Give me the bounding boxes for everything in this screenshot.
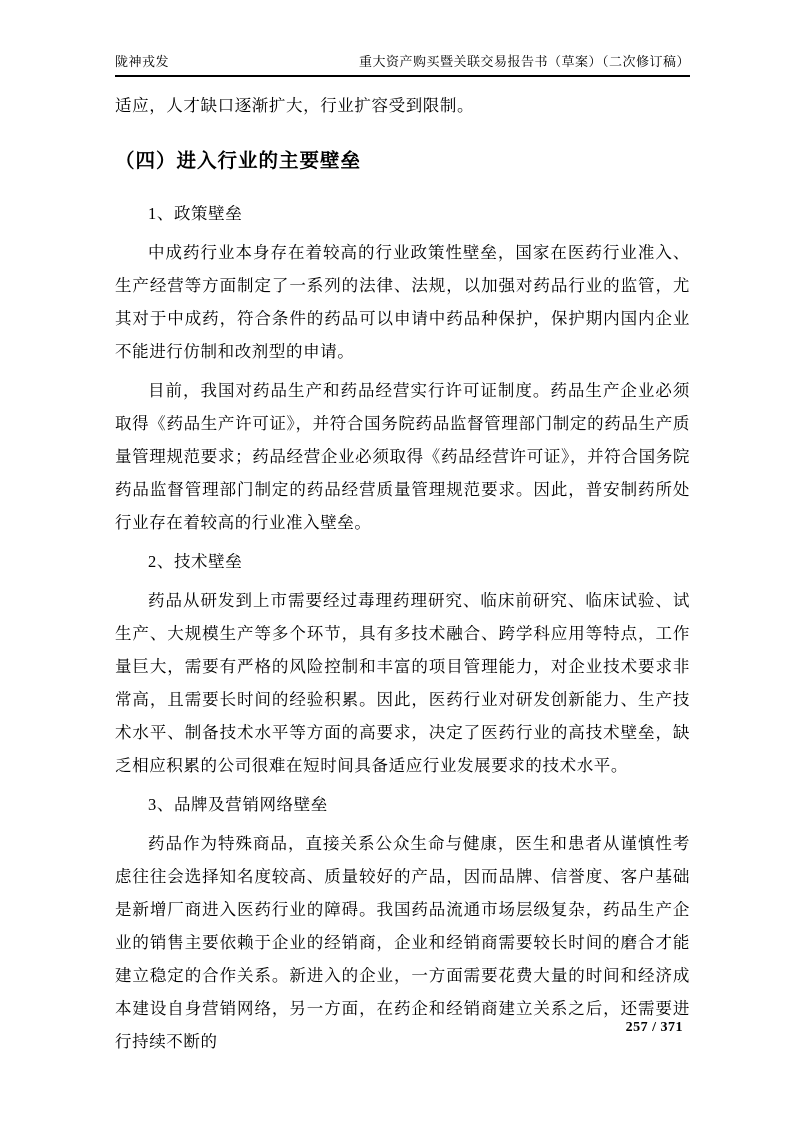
document-body: [115, 89, 690, 1058]
paragraph-policy-1: 中成药行业本身存在着较高的行业政策性壁垒，国家在医药行业准入、生产经营等方面制定了一系列的法律、法规，以加强对药品行业的监管，尤其对于中成药，符合条件的药品可以申请中药品种保护，保护期内国内企业不能进行仿制和改剂型的申请。: [115, 243, 690, 361]
header-right-text: 重大资产购买暨关联交易报告书（草案）（二次修订稿）: [358, 54, 690, 69]
paragraph-policy-2: 目前，我国对药品生产和药品经营实行许可证制度。药品生产企业必须取得《药品生产许可证》，并符合国务院药品监督管理部门制定的药品生产质量管理规范要求；药品经营企业必须取得《药品经营许可证》，并符合国务院药品监督管理部门制定的药品经营质量管理规范要求。因此，普安制药所处行业存在着较高的行业准入壁垒。: [115, 381, 690, 532]
header-left-text: 陇神戎发: [115, 54, 170, 69]
subsection-title-technology: 2、技术壁垒: [148, 552, 243, 571]
paragraph-continuation: 适应，人才缺口逐渐扩大，行业扩容受到限制。: [115, 96, 475, 115]
section-heading: （四）进入行业的主要壁垒: [115, 150, 362, 172]
subsection-title-policy: 1、政策壁垒: [148, 204, 243, 223]
paragraph-brand-network-1: 药品作为特殊商品，直接关系公众生命与健康，医生和患者从谨慎性考虑往往会选择知名度较高、质量较好的产品，因而品牌、信誉度、客户基础是新增厂商进入医药行业的障碍。我国药品流通市场层级复杂，药品生产企业的销售主要依赖于企业的经销商，企业和经销商需要较长时间的磨合才能建立稳定的合作关系。新进入的企业，一方面需要花费大量的时间和经济成本建设自身营销网络，另一方面，在药企和经销商建立关系之后，还需要进行持续不断的: [115, 834, 690, 1051]
page-header: [115, 53, 690, 77]
paragraph-technology-1: 药品从研发到上市需要经过毒理药理研究、临床前研究、临床试验、试生产、大规模生产等多个环节，具有多技术融合、跨学科应用等特点，工作量巨大，需要有严格的风险控制和丰富的项目管理能力，对企业技术要求非常高，且需要长时间的经验积累。因此，医药行业对研发创新能力、生产技术水平、制备技术水平等方面的高要求，决定了医药行业的高技术壁垒，缺乏相应积累的公司很难在短时间具备适应行业发展要求的技术水平。: [115, 591, 690, 775]
page-number: 257 / 371: [625, 1020, 683, 1035]
subsection-title-brand-network: 3、品牌及营销网络壁垒: [148, 795, 328, 814]
